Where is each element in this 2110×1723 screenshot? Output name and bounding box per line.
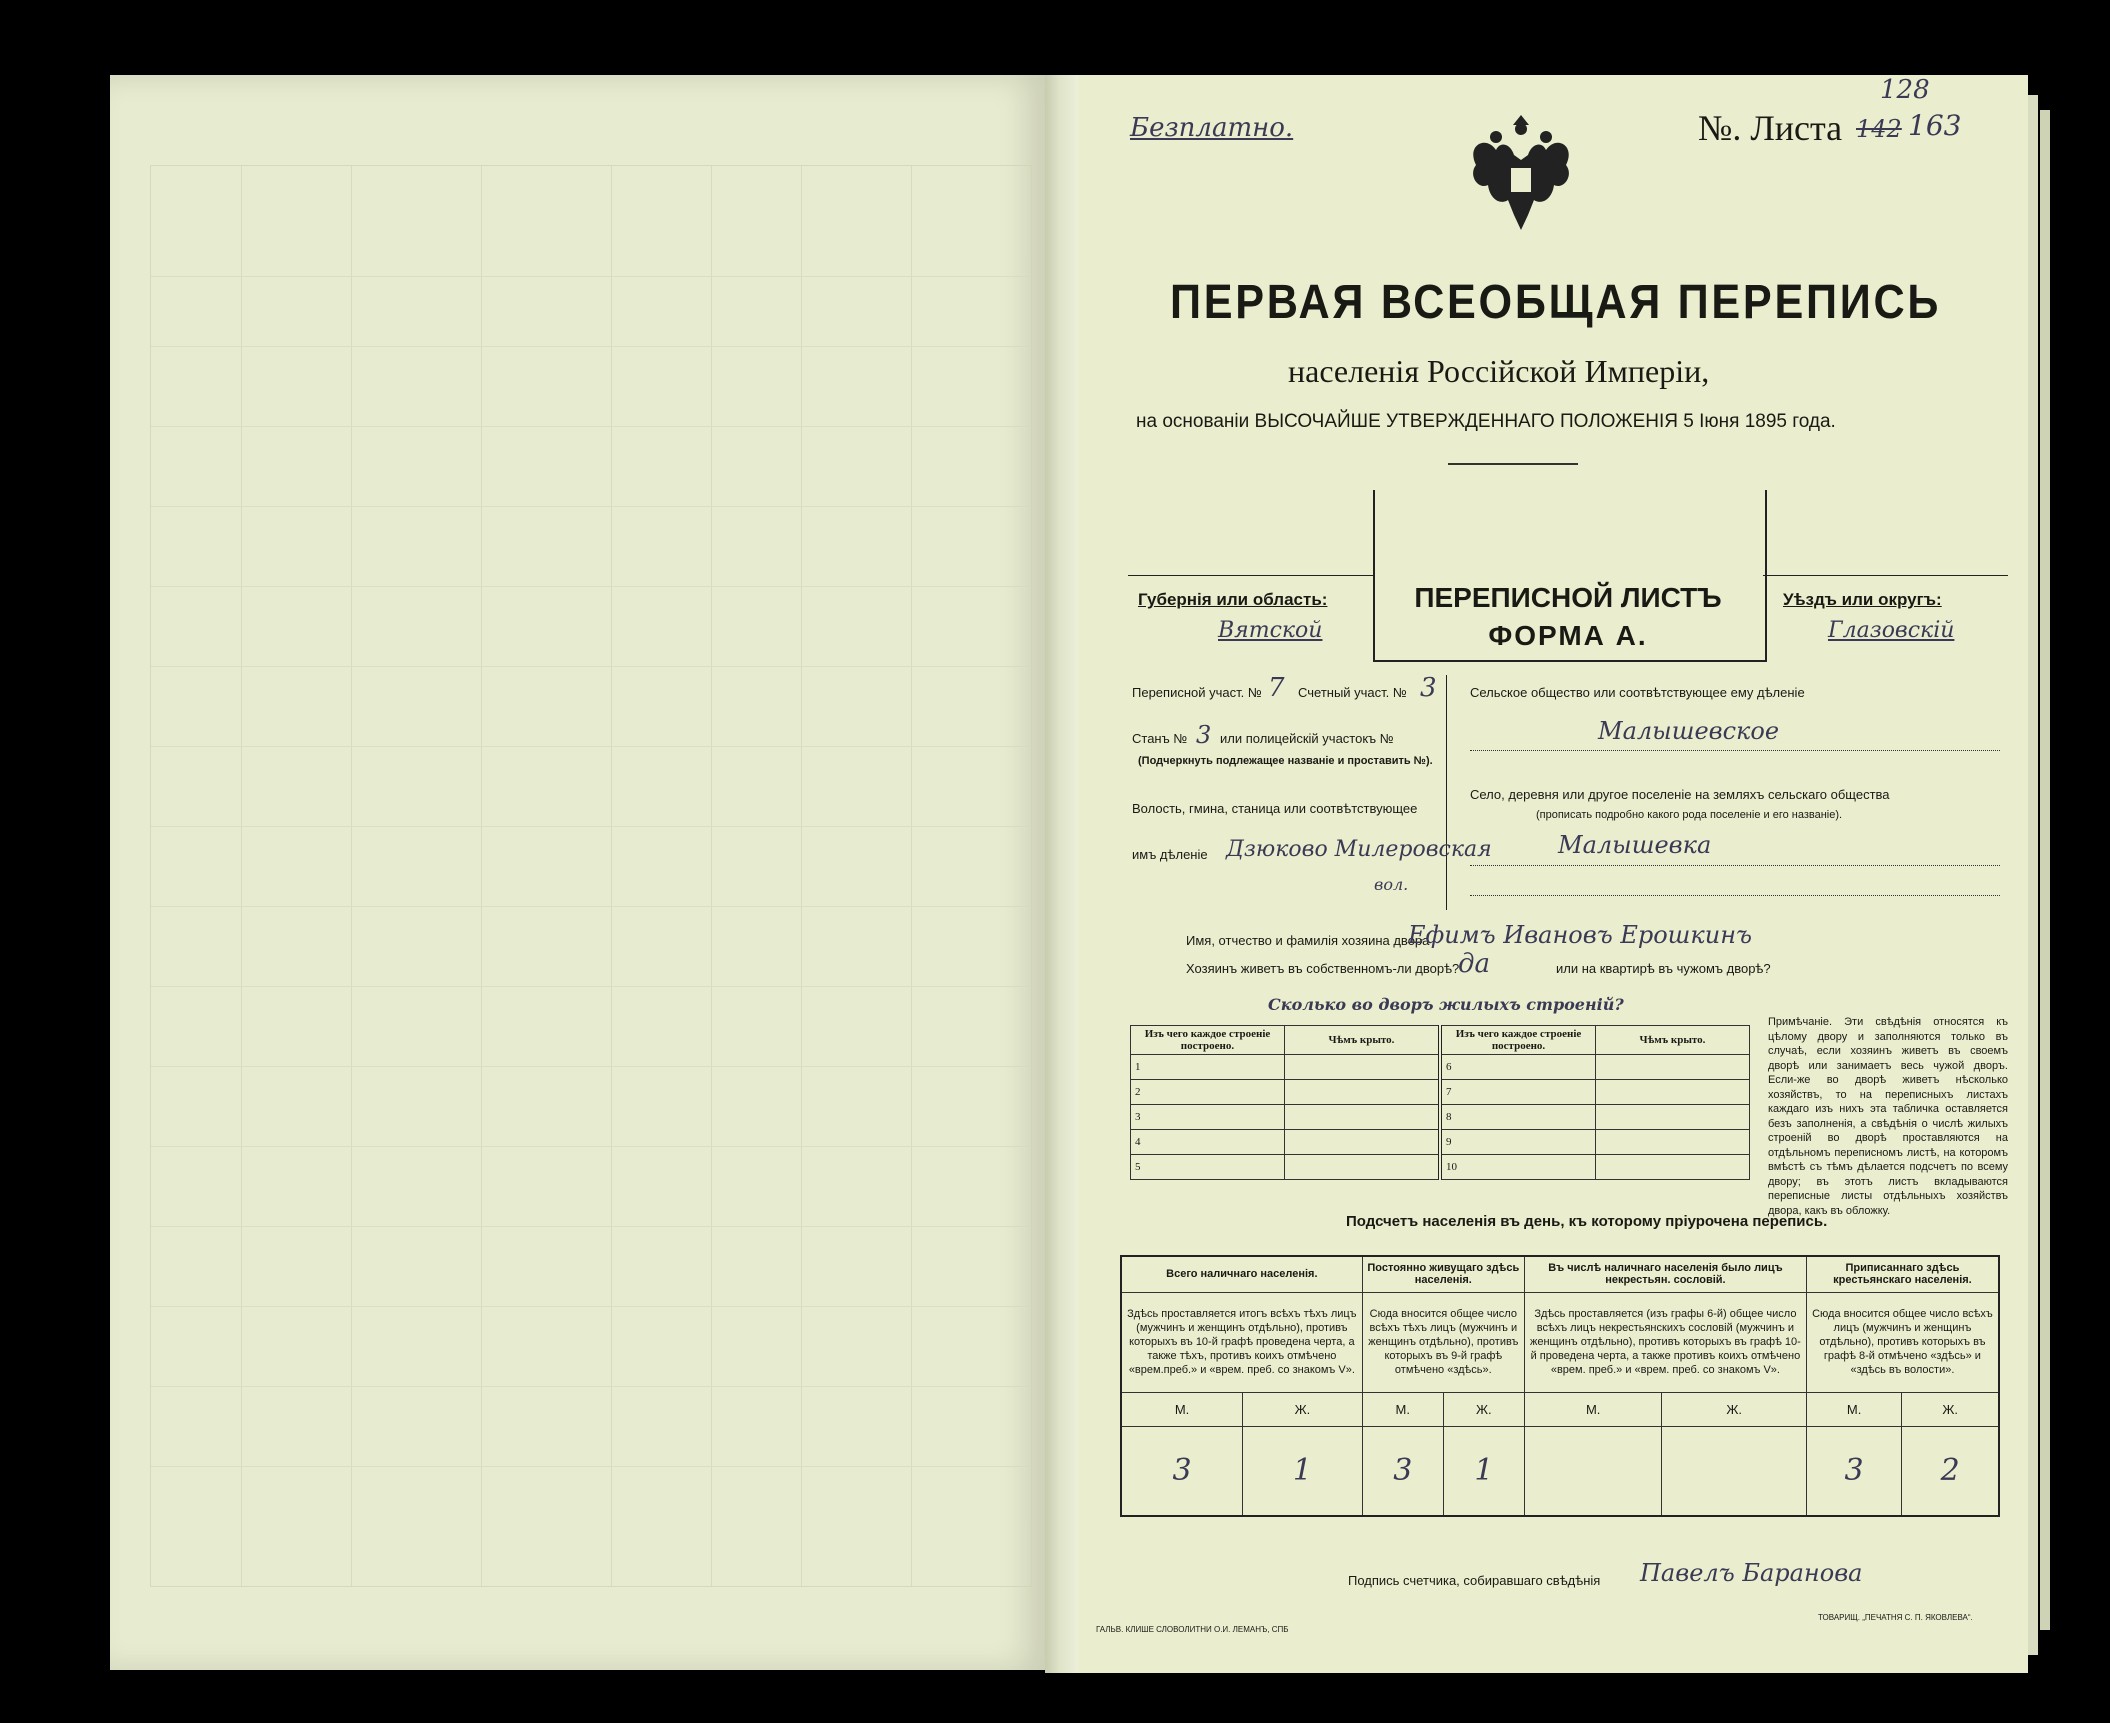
owner-name-value: Ефимъ Ивановъ Ерошкинъ [1408,921,1753,949]
district-label: Уѣздъ или округъ: [1783,590,1942,609]
page-edge [2028,95,2038,1655]
buildings-row-num: 9 [1440,1130,1596,1155]
own-yard-label: Хозяинъ живетъ въ собственномъ-ли дворѣ? [1186,961,1460,976]
population-desc-total: Здѣсь проставляется итогъ всѣхъ тѣхъ лицъ (мужчинъ и женщинъ отдѣльно), противъ которыхъ въ 10-й графѣ проведена черта, а также тѣхъ, противъ коихъ отмѣчено «врем.преб.» и «врем. преб. со знакомъ V». [1121,1292,1362,1392]
own-yard-value: да [1458,949,1490,979]
society-label: Сельское общество или соотвѣтствующее ему дѣленіе [1470,685,1805,700]
owner-name-label: Имя, отчество и фамилія хозяина двора [1186,933,1430,948]
province-label: Губернія или область: [1138,590,1328,609]
population-desc-permanent: Сюда вносится общее число всѣхъ тѣхъ лицъ (мужчинъ и женщинъ отдѣльно), противъ которыхъ въ 9-й графѣ отмѣчено «здѣсь». [1362,1292,1524,1392]
buildings-col-material: Изъ чего каждое строеніе построено. [1131,1026,1285,1055]
sheet-number-label: №. Листа [1698,108,1843,148]
volost-value: Дзюково Милеровская [1226,837,1492,862]
district-value: Глазовскій [1828,618,1955,643]
male-header: М. [1362,1392,1443,1426]
printer-credit-left: ГАЛЬВ. КЛИШЕ СЛОВОЛИТНИ О.И. ЛЕМАНЪ, СПБ [1096,1625,1289,1634]
stan-label: Станъ № [1132,731,1188,746]
male-header: М. [1121,1392,1243,1426]
rented-yard-label: или на квартирѣ въ чужомъ дворѣ? [1556,961,1771,976]
buildings-table [1130,1025,1750,1180]
legal-basis: на основаніи ВЫСОЧАЙШЕ УТВЕРЖДЕННАГО ПОЛОЖЕНІЯ 5 Іюня 1895 года. [1136,411,1836,432]
buildings-col-roof: Чѣмъ крыто. [1284,1026,1440,1055]
buildings-row-num: 1 [1131,1055,1285,1080]
count-district-value: 3 [1420,673,1437,703]
society-value: Малышевское [1598,717,1780,745]
sheet-number-corner: 128 [1880,75,1930,105]
form-a-title: ФОРМА А. [1488,620,1648,651]
population-col-registered: Приписаннаго здѣсь крестьянскаго населенія. [1806,1256,1999,1292]
police-district-label: или полицейскій участокъ № [1220,731,1394,746]
buildings-note: Примѣчаніе. Эти свѣдѣнія относятся къ цѣлому двору и заполняются только въ случаѣ, если хозяинъ живетъ въ своемъ дворѣ или занимаетъ весь чужой дворъ. Если-же во дворѣ живетъ нѣсколько хозяйствъ, то на переписныхъ листахъ каждаго изъ нихъ эта табличка оставляется безъ заполненія, а свѣдѣнія о числѣ жилыхъ строеній во дворѣ проставляются на отдѣльномъ переписномъ листѣ, на которомъ вмѣстѣ съ тѣмъ дѣлается подсчетъ по всему двору; въ этотъ листъ вкладываются переписные листы отдѣльныхъ хозяйствъ двора, какъ въ обложку. [1768,1016,2008,1217]
stan-value: 3 [1196,721,1212,749]
total-male-count: 3 [1121,1426,1243,1516]
volost-value-2: вол. [1374,875,1409,894]
male-header: М. [1806,1392,1901,1426]
buildings-row-num: 4 [1131,1130,1285,1155]
nonpeasant-female-count [1662,1426,1806,1516]
permanent-female-count: 1 [1443,1426,1524,1516]
census-district-value: 7 [1268,673,1285,703]
female-header: Ж. [1662,1392,1806,1426]
field-divider [1446,675,1447,910]
province-value: Вятской [1218,618,1323,643]
village-instruction: (прописать подробно какого рода поселеніе и его названіе). [1536,809,1843,821]
document-subtitle: населенія Россійской Имперіи, [1288,353,1710,389]
volost-label-2: имъ дѣленіе [1132,847,1208,862]
book-binding [1045,75,1081,1673]
buildings-row-num: 2 [1131,1080,1285,1105]
buildings-row-num: 6 [1440,1055,1596,1080]
population-heading: Подсчетъ населенія въ день, къ которому пріурочена перепись. [1346,1213,1828,1230]
enumerator-signature-label: Подпись счетчика, собиравшаго свѣдѣнія [1348,1573,1601,1588]
buildings-row-num: 8 [1440,1105,1596,1130]
count-district-label: Счетный участ. № [1298,685,1407,700]
ornament-divider [1448,463,1578,465]
buildings-row-num: 10 [1440,1155,1596,1180]
population-col-permanent: Постоянно живущаго здѣсь населенія. [1362,1256,1524,1292]
population-table [1120,1255,2000,1517]
sheet-title: ПЕРЕПИСНОЙ ЛИСТЪ [1414,582,1722,613]
female-header: Ж. [1443,1392,1524,1426]
buildings-row-num: 3 [1131,1105,1285,1130]
document-title: ПЕРВАЯ ВСЕОБЩАЯ ПЕРЕПИСЬ [1170,276,1942,329]
form-header-box [1128,490,2008,670]
female-header: Ж. [1243,1392,1363,1426]
underline-instruction: (Подчеркнуть подлежащее названіе и проставить №). [1138,755,1433,767]
sheet-number-value: 163 [1908,109,1962,142]
enumerator-signature: Павелъ Баранова [1640,1559,1863,1587]
total-female-count: 1 [1243,1426,1363,1516]
registered-female-count: 2 [1902,1426,1999,1516]
nonpeasant-male-count [1524,1426,1662,1516]
buildings-row-num: 7 [1440,1080,1596,1105]
double-headed-eagle-emblem [1456,105,1586,245]
male-header: М. [1524,1392,1662,1426]
census-form-page [1078,75,2028,1673]
buildings-col-material-2: Изъ чего каждое строеніе построено. [1440,1026,1596,1055]
buildings-col-roof-2: Чѣмъ крыто. [1596,1026,1750,1055]
page-edge [2040,110,2050,1630]
sheet-number-crossed: 142 [1856,115,1902,143]
show-through-grid [150,165,1032,1587]
free-label: Безплатно. [1130,113,1294,143]
population-desc-registered: Сюда вносится общее число всѣхъ лицъ (мужчинъ и женщинъ отдѣльно), противъ которыхъ въ графѣ 8-й отмѣчено «здѣсь» и «здѣсь въ волости». [1806,1292,1999,1392]
permanent-male-count: 3 [1362,1426,1443,1516]
printer-credit-right: ТОВАРИЩ. „ПЕЧАТНЯ С. П. ЯКОВЛЕВА“. [1818,1613,1973,1622]
census-district-label: Переписной участ. № [1132,685,1262,700]
registered-male-count: 3 [1806,1426,1901,1516]
population-desc-nonpeasant: Здѣсь проставляется (изъ графы 6-й) общее число всѣхъ лицъ некрестьянскихъ сословій (мужчинъ и женщинъ отдѣльно), противъ которыхъ въ графѣ 10-й проведена черта, а также противъ коихъ отмѣчено «врем. преб.» и «врем. преб. со знакомъ V». [1524,1292,1806,1392]
village-value: Малышевка [1558,831,1712,859]
village-label: Село, деревня или другое поселеніе на земляхъ сельскаго общества [1470,787,1890,802]
buildings-count-label: Сколько во дворъ жилыхъ строеній? [1268,995,1624,1014]
volost-label: Волость, гмина, станица или соотвѣтствующее [1132,801,1418,816]
buildings-row-num: 5 [1131,1155,1285,1180]
population-col-total: Всего наличнаго населенія. [1121,1256,1362,1292]
population-col-nonpeasant: Въ числѣ наличнаго населенія было лицъ некрестьян. сословій. [1524,1256,1806,1292]
left-page [110,75,1045,1670]
female-header: Ж. [1902,1392,1999,1426]
